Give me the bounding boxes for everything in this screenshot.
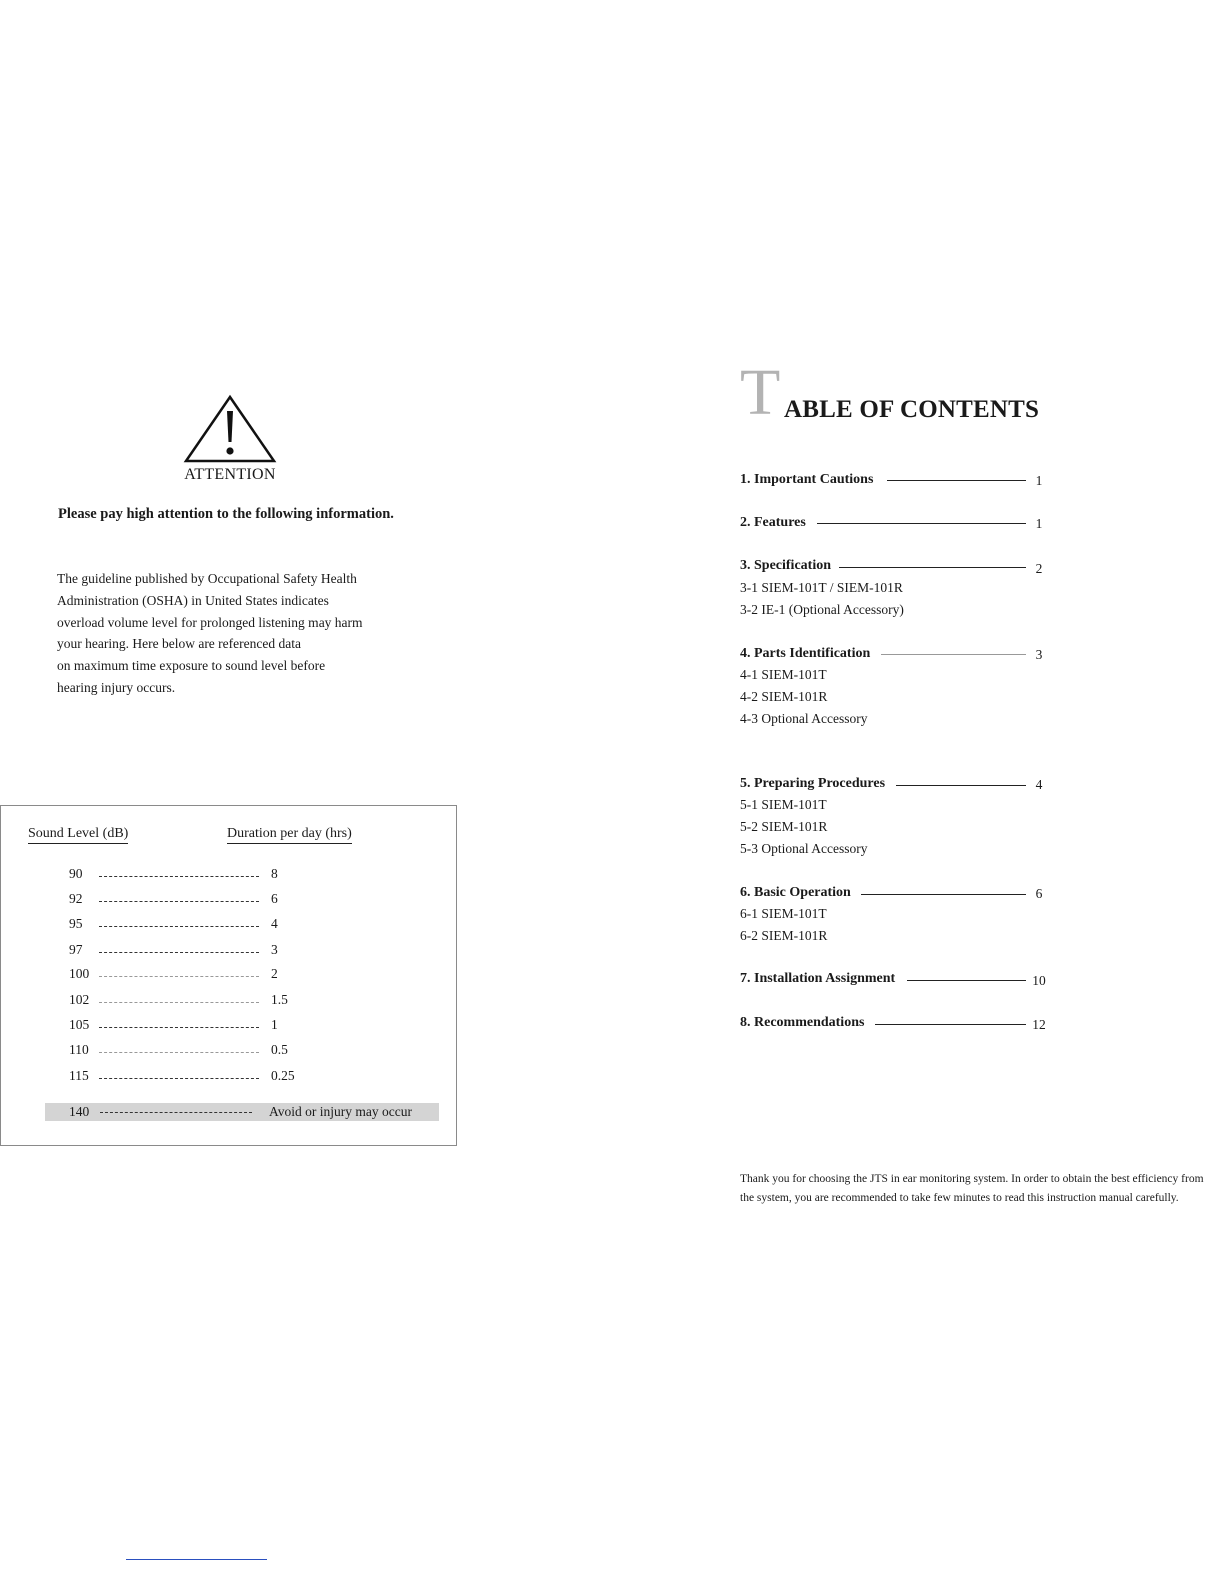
dashed-leader <box>99 901 259 902</box>
table-row <box>0 866 457 888</box>
duration: 1.5 <box>271 992 288 1007</box>
table-row <box>0 1042 457 1064</box>
dashed-leader <box>99 876 259 877</box>
duration: 6 <box>271 891 278 906</box>
warning-triangle-icon <box>183 394 277 464</box>
toc-leader-line <box>907 980 1026 981</box>
toc-leader-line <box>887 480 1026 481</box>
toc-subitem[interactable]: 4-1 SIEM-101T <box>740 667 827 682</box>
column-header-sound-level: Sound Level (dB) <box>28 826 128 844</box>
sound-level: 100 <box>69 966 90 981</box>
sound-level: 95 <box>69 916 83 931</box>
toc-section-title[interactable]: 7. Installation Assignment <box>740 971 896 986</box>
toc-page-number: 10 <box>1032 973 1046 988</box>
table-row <box>0 916 457 938</box>
paragraph-line: Administration (OSHA) in United States indicates <box>57 592 329 608</box>
dashed-leader <box>99 1078 259 1079</box>
duration: 3 <box>271 942 278 957</box>
sound-level: 92 <box>69 891 83 906</box>
toc-subitem[interactable]: 6-1 SIEM-101T <box>740 906 827 921</box>
duration: 0.25 <box>271 1068 295 1083</box>
toc-subitem[interactable]: 5-2 SIEM-101R <box>740 819 828 834</box>
toc-leader-line <box>817 523 1026 524</box>
sound-level: 115 <box>69 1068 89 1083</box>
sound-level: 90 <box>69 866 83 881</box>
toc-title: ABLE OF CONTENTS <box>784 396 1040 423</box>
toc-page-number: 1 <box>1035 516 1043 531</box>
dashed-leader <box>100 1112 252 1113</box>
paragraph-line: overload volume level for prolonged listening may harm <box>57 614 363 630</box>
table-row <box>0 1068 457 1090</box>
toc-page-number: 2 <box>1035 561 1043 576</box>
osha-paragraph <box>57 568 397 699</box>
paragraph-line: your hearing. Here below are referenced data <box>57 636 301 652</box>
toc-page-number: 4 <box>1035 777 1043 792</box>
duration: 8 <box>271 866 278 881</box>
attention-label: ATTENTION <box>184 466 276 483</box>
toc-page-number: 3 <box>1035 647 1043 662</box>
duration: 4 <box>271 916 278 931</box>
sound-level: 140 <box>69 1104 90 1119</box>
toc-page-number: 1 <box>1035 473 1043 488</box>
dashed-leader <box>99 1052 259 1053</box>
duration: 2 <box>271 966 278 981</box>
toc-section-title[interactable]: 1. Important Cautions <box>740 472 874 487</box>
thanks-line: the system, you are recommended to take few minutes to read this instruction manual carefully. <box>740 1192 1179 1204</box>
table-row <box>0 966 457 988</box>
toc-subitem[interactable]: 3-2 IE-1 (Optional Accessory) <box>740 602 904 617</box>
paragraph-line: on maximum time exposure to sound level before <box>57 658 326 674</box>
toc-page-number: 12 <box>1032 1017 1046 1032</box>
toc-title-initial: T <box>740 356 781 429</box>
toc-subitem[interactable]: 3-1 SIEM-101T / SIEM-101R <box>740 580 903 595</box>
sound-level: 110 <box>69 1042 89 1057</box>
table-row <box>0 1017 457 1039</box>
duration: 1 <box>271 1017 278 1032</box>
toc-section-title[interactable]: 3. Specification <box>740 558 831 573</box>
toc-leader-line <box>875 1024 1026 1025</box>
duration: 0.5 <box>271 1042 288 1057</box>
link-underline[interactable] <box>126 1559 267 1560</box>
toc-section-title[interactable]: 2. Features <box>740 515 806 530</box>
paragraph-line: The guideline published by Occupational Safety Health <box>57 571 357 586</box>
table-row <box>0 992 457 1014</box>
table-row <box>0 942 457 964</box>
toc-section-title[interactable]: 6. Basic Operation <box>740 885 851 900</box>
toc-section-title[interactable]: 5. Preparing Procedures <box>740 776 886 791</box>
toc-leader-line <box>861 894 1026 895</box>
toc-subitem[interactable]: 4-3 Optional Accessory <box>740 711 868 726</box>
dashed-leader <box>99 926 259 927</box>
attention-subtitle: Please pay high attention to the following information. <box>58 506 394 522</box>
toc-section-title[interactable]: 8. Recommendations <box>740 1015 865 1030</box>
duration: Avoid or injury may occur <box>269 1104 412 1119</box>
dashed-leader <box>99 976 259 977</box>
column-header-duration: Duration per day (hrs) <box>227 826 352 844</box>
dashed-leader <box>99 1002 259 1003</box>
sound-level: 105 <box>69 1017 90 1032</box>
table-row-highlighted <box>45 1103 439 1121</box>
thanks-note <box>740 1170 1220 1208</box>
toc-subitem[interactable]: 5-3 Optional Accessory <box>740 841 868 856</box>
toc-page-number: 6 <box>1035 886 1043 901</box>
toc-section-title[interactable]: 4. Parts Identification <box>740 646 871 661</box>
sound-level: 102 <box>69 992 90 1007</box>
toc-subitem[interactable]: 4-2 SIEM-101R <box>740 689 828 704</box>
toc-leader-line <box>881 654 1026 655</box>
toc-subitem[interactable]: 5-1 SIEM-101T <box>740 797 827 812</box>
sound-level: 97 <box>69 942 83 957</box>
toc-leader-line <box>839 567 1026 568</box>
table-row <box>0 891 457 913</box>
dashed-leader <box>99 1027 259 1028</box>
toc-subitem[interactable]: 6-2 SIEM-101R <box>740 928 828 943</box>
paragraph-line: hearing injury occurs. <box>57 679 176 695</box>
dashed-leader <box>99 952 259 953</box>
thanks-line: Thank you for choosing the JTS in ear monitoring system. In order to obtain the best efficiency from <box>740 1173 1204 1185</box>
toc-leader-line <box>896 785 1026 786</box>
